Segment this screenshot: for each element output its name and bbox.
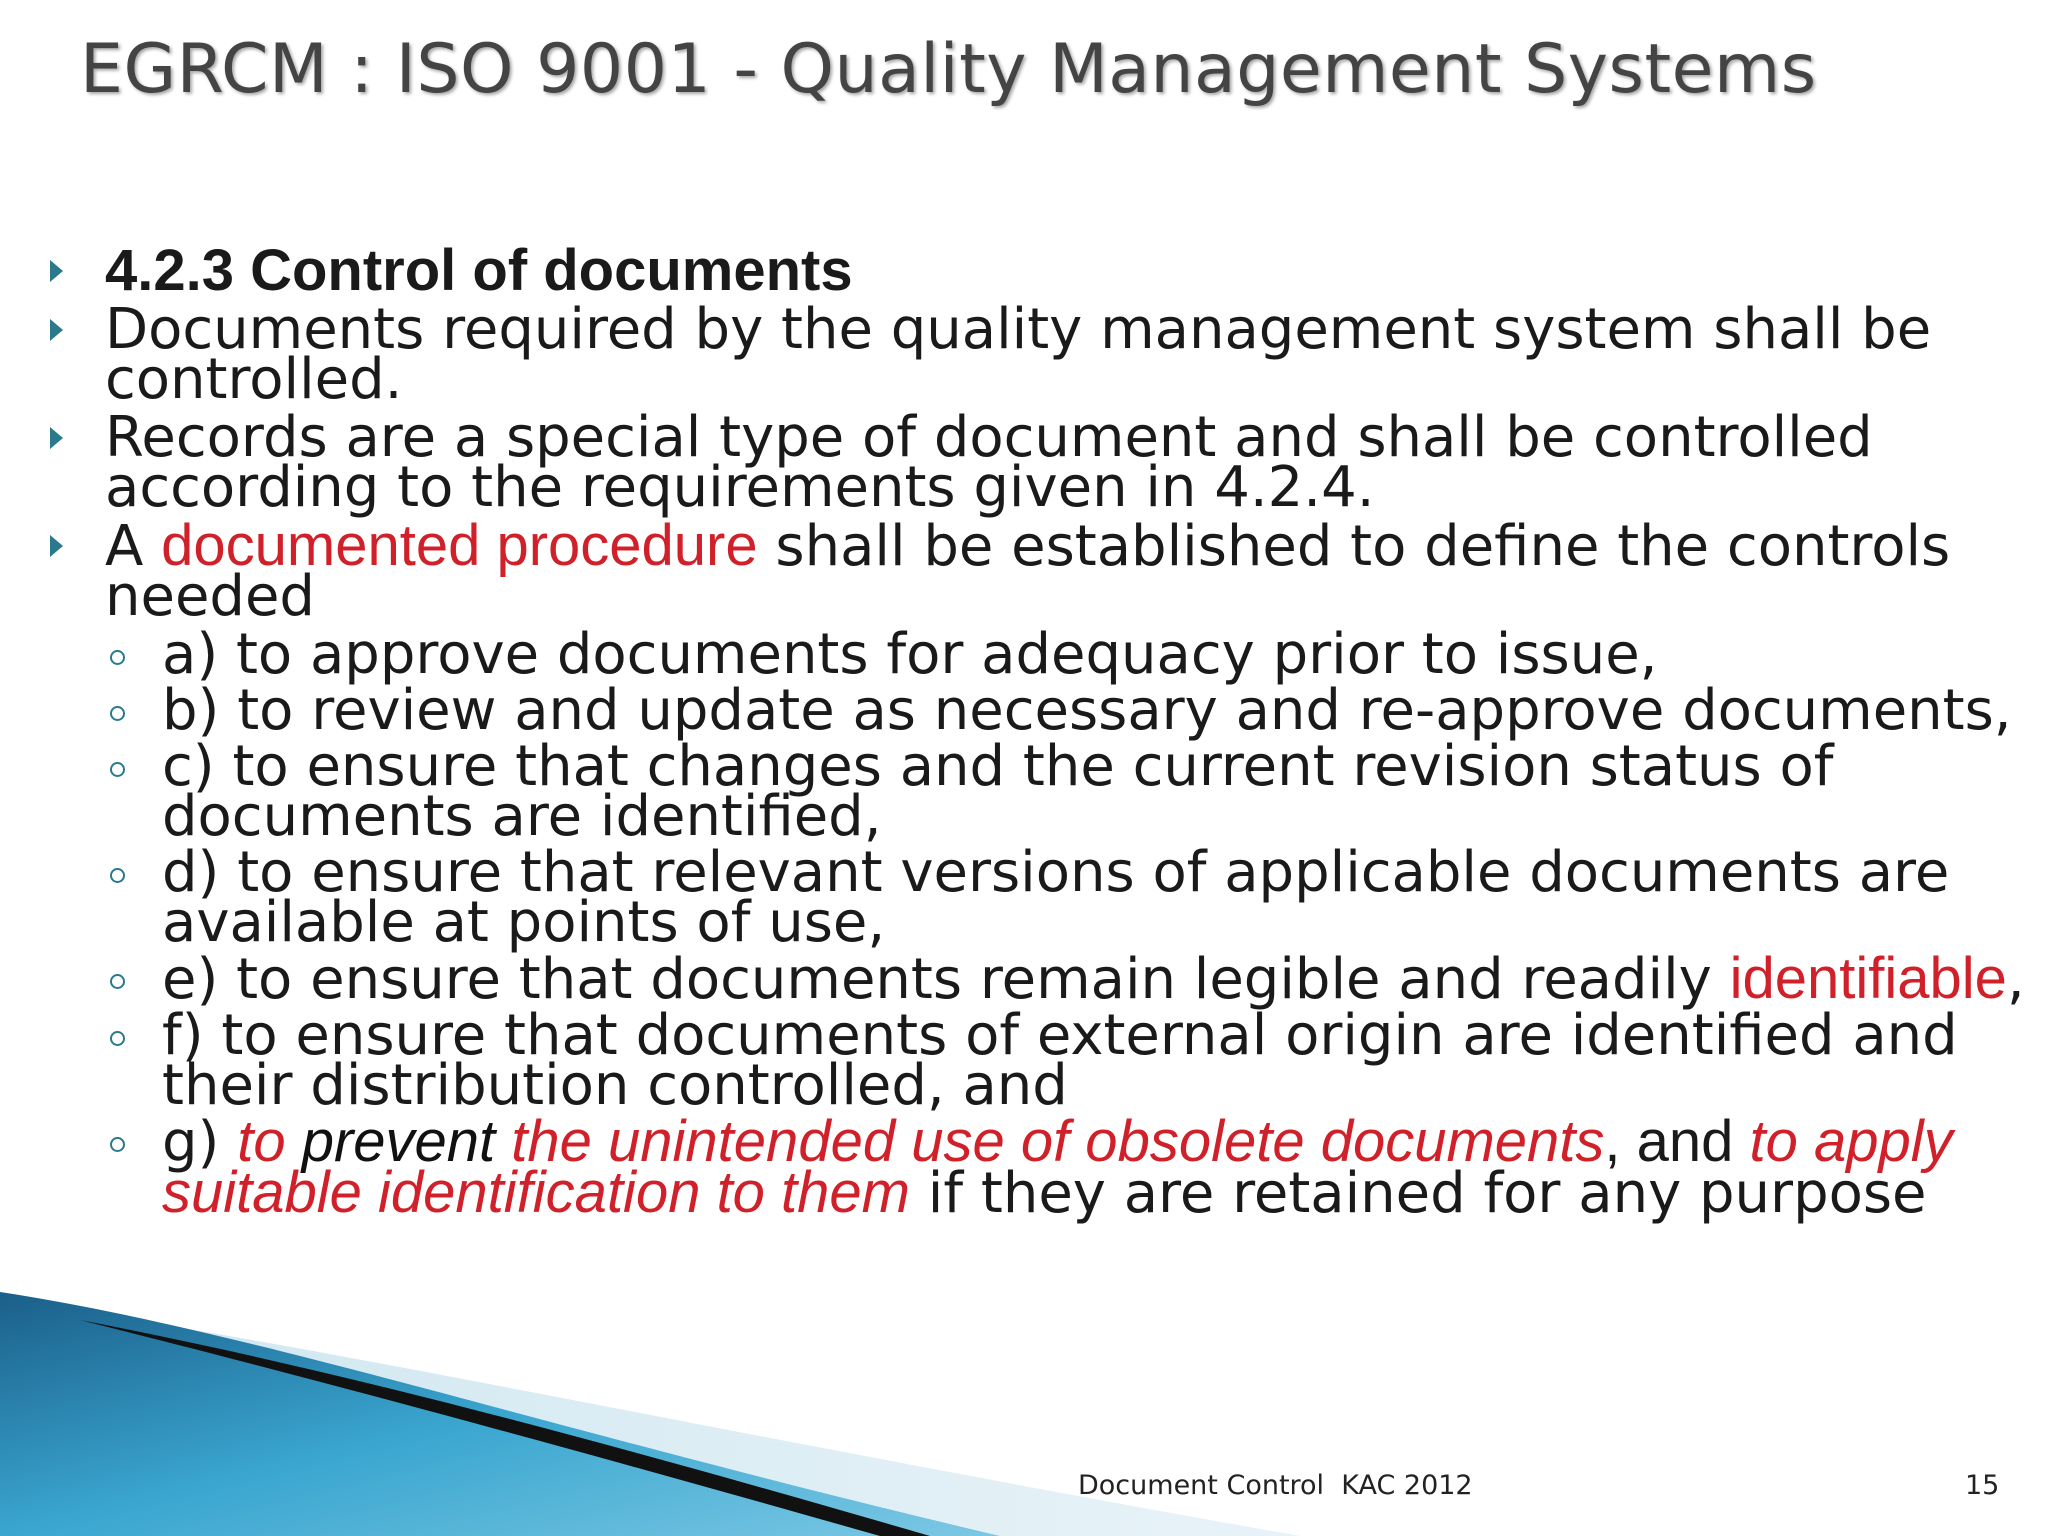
sub-text: , — [2006, 947, 2025, 1012]
slide-body — [50, 238, 2030, 1226]
sub-item-e — [50, 946, 2030, 1012]
bullet-text: Documents required by the quality management system shall be controlled. — [105, 297, 1932, 412]
bullet-text: shall be established to define the controls needed — [105, 514, 1951, 629]
bullet-text: Records are a special type of document and shall be controlled according to the requirements given in 4.2.4. — [105, 405, 1873, 520]
highlight-obsolete-documents: the unintended use of obsolete documents — [495, 1109, 1605, 1174]
highlight-apply-identification: to apply suitable identification to them — [162, 1109, 1953, 1225]
sub-text: d) to ensure that relevant versions of applicable documents are available at points of use, — [162, 840, 1950, 955]
triangle-bullet-icon — [50, 535, 63, 557]
circle-bullet-icon — [110, 706, 125, 721]
sub-item-c — [50, 734, 2030, 849]
slide-number: 15 — [1965, 1470, 2000, 1501]
highlight-identifiable: identifiable — [1729, 946, 2007, 1011]
sub-text: g) — [162, 1110, 238, 1175]
triangle-bullet-icon — [50, 427, 63, 449]
sub-text: a) to approve documents for adequacy prior to issue, — [162, 622, 1658, 687]
bullet-documented-procedure — [50, 513, 2030, 629]
sub-text: e) to ensure that documents remain legible and readily — [162, 947, 1730, 1012]
sub-item-b — [50, 678, 2030, 743]
bullet-documents-required — [50, 297, 2030, 412]
sub-text: c) to ensure that changes and the current revision status of documents are identified, — [162, 734, 1834, 849]
sub-item-g — [50, 1109, 2030, 1226]
bullet-text: 4.2.3 Control of documents — [105, 238, 853, 303]
sub-item-a — [50, 622, 2030, 687]
circle-bullet-icon — [110, 1137, 125, 1152]
highlight-to: to — [237, 1109, 302, 1174]
slide-title: EGRCM : ISO 9001 - Quality Management Systems — [80, 30, 1817, 109]
sub-text: f) to ensure that documents of external origin are identified and their distribution controlled, and — [162, 1003, 1958, 1118]
circle-bullet-icon — [110, 1031, 125, 1046]
sub-text: b) to review and update as necessary and re-approve documents, — [162, 678, 2012, 743]
sub-text: , and — [1604, 1109, 1750, 1174]
bullet-control-of-documents — [50, 238, 2030, 303]
triangle-bullet-icon — [50, 260, 63, 282]
circle-bullet-icon — [110, 762, 125, 777]
bullet-records — [50, 405, 2030, 520]
triangle-bullet-icon — [50, 319, 63, 341]
footer-text: Document Control KAC 2012 — [1078, 1470, 1473, 1501]
emphasis-prevent: prevent — [301, 1109, 496, 1174]
highlight-documented-procedure: documented procedure — [161, 513, 758, 578]
sub-item-d — [50, 840, 2030, 955]
circle-bullet-icon — [110, 650, 125, 665]
bullet-text: A — [105, 514, 162, 579]
sub-item-f — [50, 1003, 2030, 1118]
circle-bullet-icon — [110, 868, 125, 883]
sub-text: if they are retained for any purpose — [910, 1161, 1927, 1226]
circle-bullet-icon — [110, 974, 125, 989]
